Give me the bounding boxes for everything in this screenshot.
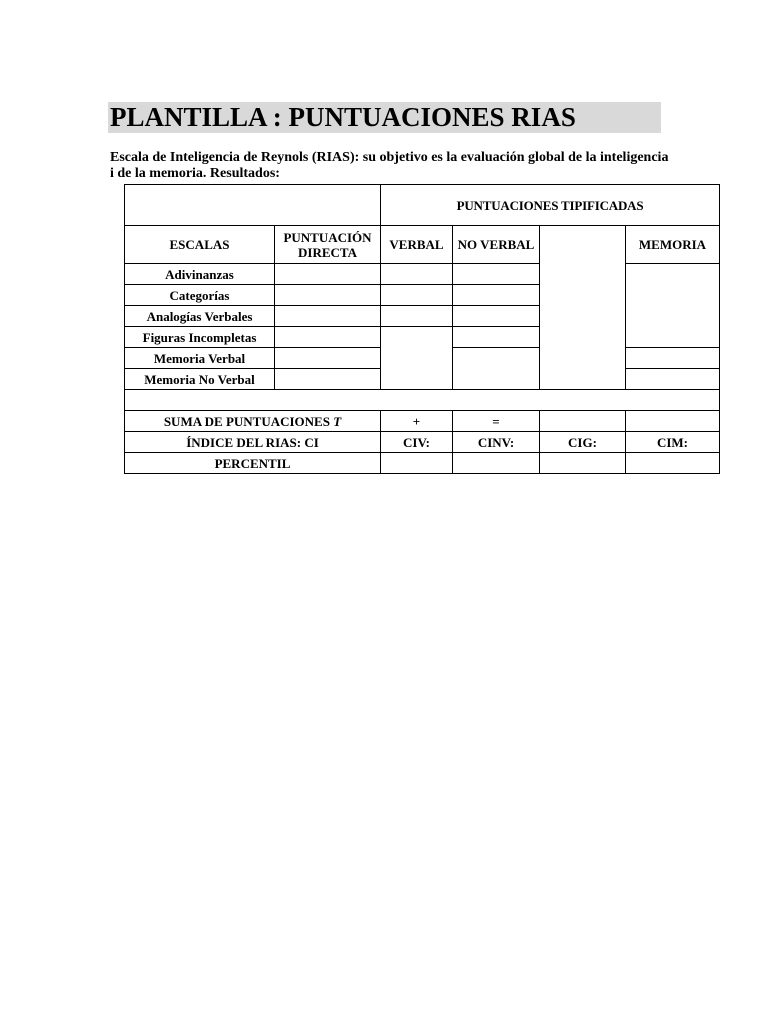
score-cell[interactable] bbox=[626, 369, 720, 390]
group-header-tipificadas: PUNTUACIONES TIPIFICADAS bbox=[381, 185, 720, 226]
suma-plus-cell: + bbox=[381, 411, 453, 432]
scale-label: Adivinanzas bbox=[125, 264, 275, 285]
score-cell[interactable] bbox=[381, 285, 453, 306]
score-cell[interactable] bbox=[381, 264, 453, 285]
indice-label: ÍNDICE DEL RIAS: CI bbox=[125, 432, 381, 453]
score-cell[interactable] bbox=[275, 285, 381, 306]
score-cell[interactable] bbox=[275, 348, 381, 369]
table-row bbox=[125, 264, 720, 285]
score-cell[interactable] bbox=[453, 306, 540, 327]
cim-cell: CIM: bbox=[626, 432, 720, 453]
suma-equals-cell: = bbox=[453, 411, 540, 432]
score-cell[interactable] bbox=[453, 453, 540, 474]
score-cell[interactable] bbox=[626, 348, 720, 369]
score-cell[interactable] bbox=[381, 306, 453, 327]
scale-label: Analogías Verbales bbox=[125, 306, 275, 327]
score-cell[interactable] bbox=[275, 306, 381, 327]
blank-row bbox=[125, 390, 720, 411]
col-header-directa: PUNTUACIÓN DIRECTA bbox=[275, 226, 381, 264]
cinv-cell: CINV: bbox=[453, 432, 540, 453]
intro-text: Escala de Inteligencia de Reynols (RIAS): su objetivo es la evaluación global de la inteligencia i de la memoria. Resultados: bbox=[110, 150, 669, 181]
suma-row bbox=[125, 411, 720, 432]
indice-row bbox=[125, 432, 720, 453]
score-cell[interactable] bbox=[626, 453, 720, 474]
header-row-1 bbox=[125, 185, 720, 226]
blank-spacer-cell bbox=[125, 390, 720, 411]
suma-label bbox=[125, 411, 381, 432]
percentil-row bbox=[125, 453, 720, 474]
scale-label: Figuras Incompletas bbox=[125, 327, 275, 348]
col-header-memoria: MEMORIA bbox=[626, 226, 720, 264]
verbal-merged-cell[interactable] bbox=[381, 327, 453, 390]
rias-scores-table bbox=[124, 184, 720, 474]
col-header-verbal: VERBAL bbox=[381, 226, 453, 264]
score-cell[interactable] bbox=[381, 453, 453, 474]
col-header-escalas: ESCALAS bbox=[125, 226, 275, 264]
suma-label-text: SUMA DE PUNTUACIONES bbox=[163, 413, 330, 429]
general-column-cell bbox=[540, 226, 626, 390]
score-cell[interactable] bbox=[453, 285, 540, 306]
header-empty-cell bbox=[125, 185, 381, 226]
col-header-no-verbal: NO VERBAL bbox=[453, 226, 540, 264]
no-verbal-merged-cell[interactable] bbox=[453, 348, 540, 390]
cig-cell: CIG: bbox=[540, 432, 626, 453]
score-cell[interactable] bbox=[275, 369, 381, 390]
scale-label: Categorías bbox=[125, 285, 275, 306]
memoria-merged-cell[interactable] bbox=[626, 264, 720, 348]
civ-cell: CIV: bbox=[381, 432, 453, 453]
title-bar bbox=[108, 102, 661, 133]
percentil-label: PERCENTIL bbox=[125, 453, 381, 474]
header-row-2 bbox=[125, 226, 720, 264]
scale-label: Memoria Verbal bbox=[125, 348, 275, 369]
score-cell[interactable] bbox=[540, 453, 626, 474]
score-cell[interactable] bbox=[626, 411, 720, 432]
page-title: PLANTILLA : PUNTUACIONES RIAS bbox=[110, 102, 576, 132]
score-cell[interactable] bbox=[275, 327, 381, 348]
score-cell[interactable] bbox=[540, 411, 626, 432]
suma-t-symbol: T bbox=[333, 413, 342, 429]
score-cell[interactable] bbox=[453, 264, 540, 285]
score-cell[interactable] bbox=[275, 264, 381, 285]
score-cell[interactable] bbox=[453, 327, 540, 348]
scale-label: Memoria No Verbal bbox=[125, 369, 275, 390]
